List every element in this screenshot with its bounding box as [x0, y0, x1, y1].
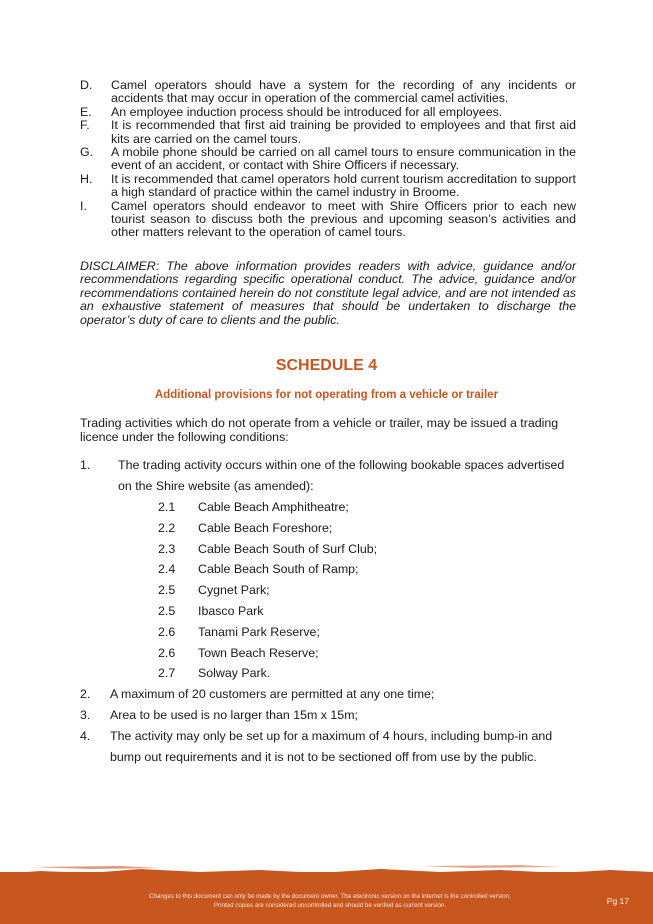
- list-item: [80, 726, 580, 768]
- footer-line-1: Changes to this document can only be made by the document owner. The electronic version on the internet is the controlled version.: [149, 893, 511, 900]
- list-item: [80, 173, 576, 200]
- item-text: The trading activity occurs within one of the following bookable spaces advertised on the Shire website (as amended):: [118, 458, 565, 493]
- item-text: It is recommended that camel operators hold current tourism accreditation to support a high standard of practice within the camel industry in Broome.: [111, 171, 576, 200]
- bookable-spaces-list: [158, 497, 538, 684]
- item-text: Solway Park.: [198, 666, 271, 681]
- list-item: [80, 146, 576, 173]
- list-item: [80, 106, 576, 119]
- list-item: [80, 684, 580, 705]
- item-number: 2.5: [158, 583, 176, 598]
- item-text: Area to be used is no larger than 15m x 15m;: [110, 708, 358, 722]
- item-text: Cygnet Park;: [198, 583, 270, 598]
- list-item: [158, 497, 538, 518]
- condition-list-continued: [80, 684, 580, 768]
- item-number: 1.: [80, 458, 91, 472]
- item-text: Cable Beach Amphitheatre;: [198, 500, 349, 514]
- page-number: Pg 17: [606, 896, 629, 906]
- item-number: 2.3: [158, 541, 176, 556]
- footer-line-2: Printed copies are considered uncontrolled and should be verified as current version.: [213, 902, 447, 909]
- schedule-subtitle: Additional provisions for not operating from a vehicle or trailer: [154, 389, 499, 401]
- list-item: [80, 200, 576, 240]
- item-text: An employee induction process should be introduced for all employees.: [111, 104, 503, 119]
- item-number: 2.2: [158, 520, 176, 535]
- item-text: Camel operators should have a system for the recording of any incidents or accidents that may occur in operation of the commercial camel activities.: [111, 78, 576, 106]
- item-text: It is recommended that first aid training be provided to employees and that first aid kits are carried on the camel tours.: [111, 118, 576, 146]
- list-item: [80, 79, 576, 106]
- list-item: [158, 559, 538, 580]
- item-number: 2.5: [158, 603, 176, 618]
- item-text: A maximum of 20 customers are permitted at any one time;: [110, 687, 435, 701]
- item-label: D.: [80, 78, 93, 92]
- list-item: [80, 119, 576, 146]
- lettered-list: [80, 79, 576, 240]
- item-text: Ibasco Park: [198, 603, 264, 618]
- item-text: A mobile phone should be carried on all camel tours to ensure communication in the event of an accident, or contact with Shire Officers if necessary.: [111, 145, 576, 173]
- disclaimer: DISCLAIMER: The above information provides readers with advice, guidance and/or recommendations regarding specific operational conduct. The advice, guidance and/or recommendations contained herein do not constitute legal advice, and are not intended as an exhaustive statement of measures that should be undertaken to discharge the operator’s duty of care to clients and the public.: [80, 259, 576, 327]
- item-number: 2.6: [158, 645, 176, 660]
- condition-list: [80, 455, 580, 497]
- item-number: 2.6: [158, 624, 176, 639]
- list-item: [158, 580, 538, 601]
- item-text: The activity may only be set up for a maximum of 4 hours, including bump-in and bump out requirements and it is not to be sectioned off from use by the public.: [110, 729, 553, 764]
- item-number: 2.1: [158, 500, 176, 514]
- footer-note: [60, 892, 600, 910]
- item-number: 2.: [80, 687, 91, 701]
- list-item: [80, 705, 580, 726]
- item-number: 2.4: [158, 562, 176, 577]
- list-item: [80, 455, 580, 497]
- schedule-title: SCHEDULE 4: [275, 357, 378, 374]
- item-number: 2.7: [158, 666, 176, 681]
- item-label: E.: [80, 104, 92, 119]
- list-item: [158, 622, 538, 643]
- list-item: [158, 663, 538, 684]
- item-number: 4.: [80, 729, 91, 743]
- item-text: Cable Beach South of Ramp;: [198, 562, 359, 577]
- item-text: Cable Beach South of Surf Club;: [198, 541, 378, 556]
- item-number: 3.: [80, 708, 91, 722]
- item-text: Cable Beach Foreshore;: [198, 520, 333, 535]
- list-item: [158, 643, 538, 664]
- schedule-intro: Trading activities which do not operate from a vehicle or trailer, may be issued a trading licence under the following conditions:: [80, 416, 559, 444]
- item-label: H.: [80, 171, 93, 186]
- item-label: I.: [80, 198, 87, 213]
- item-label: G.: [80, 145, 94, 160]
- item-text: Tanami Park Reserve;: [198, 624, 320, 639]
- item-text: Camel operators should endeavor to meet with Shire Officers prior to each new tourist season to discuss both the previous and upcoming season’s activities and other matters relevant to the operation of camel tours.: [111, 198, 576, 240]
- list-item: [158, 518, 538, 539]
- list-item: [158, 539, 538, 560]
- item-label: F.: [80, 118, 90, 133]
- list-item: [158, 601, 538, 622]
- item-text: Town Beach Reserve;: [198, 645, 319, 660]
